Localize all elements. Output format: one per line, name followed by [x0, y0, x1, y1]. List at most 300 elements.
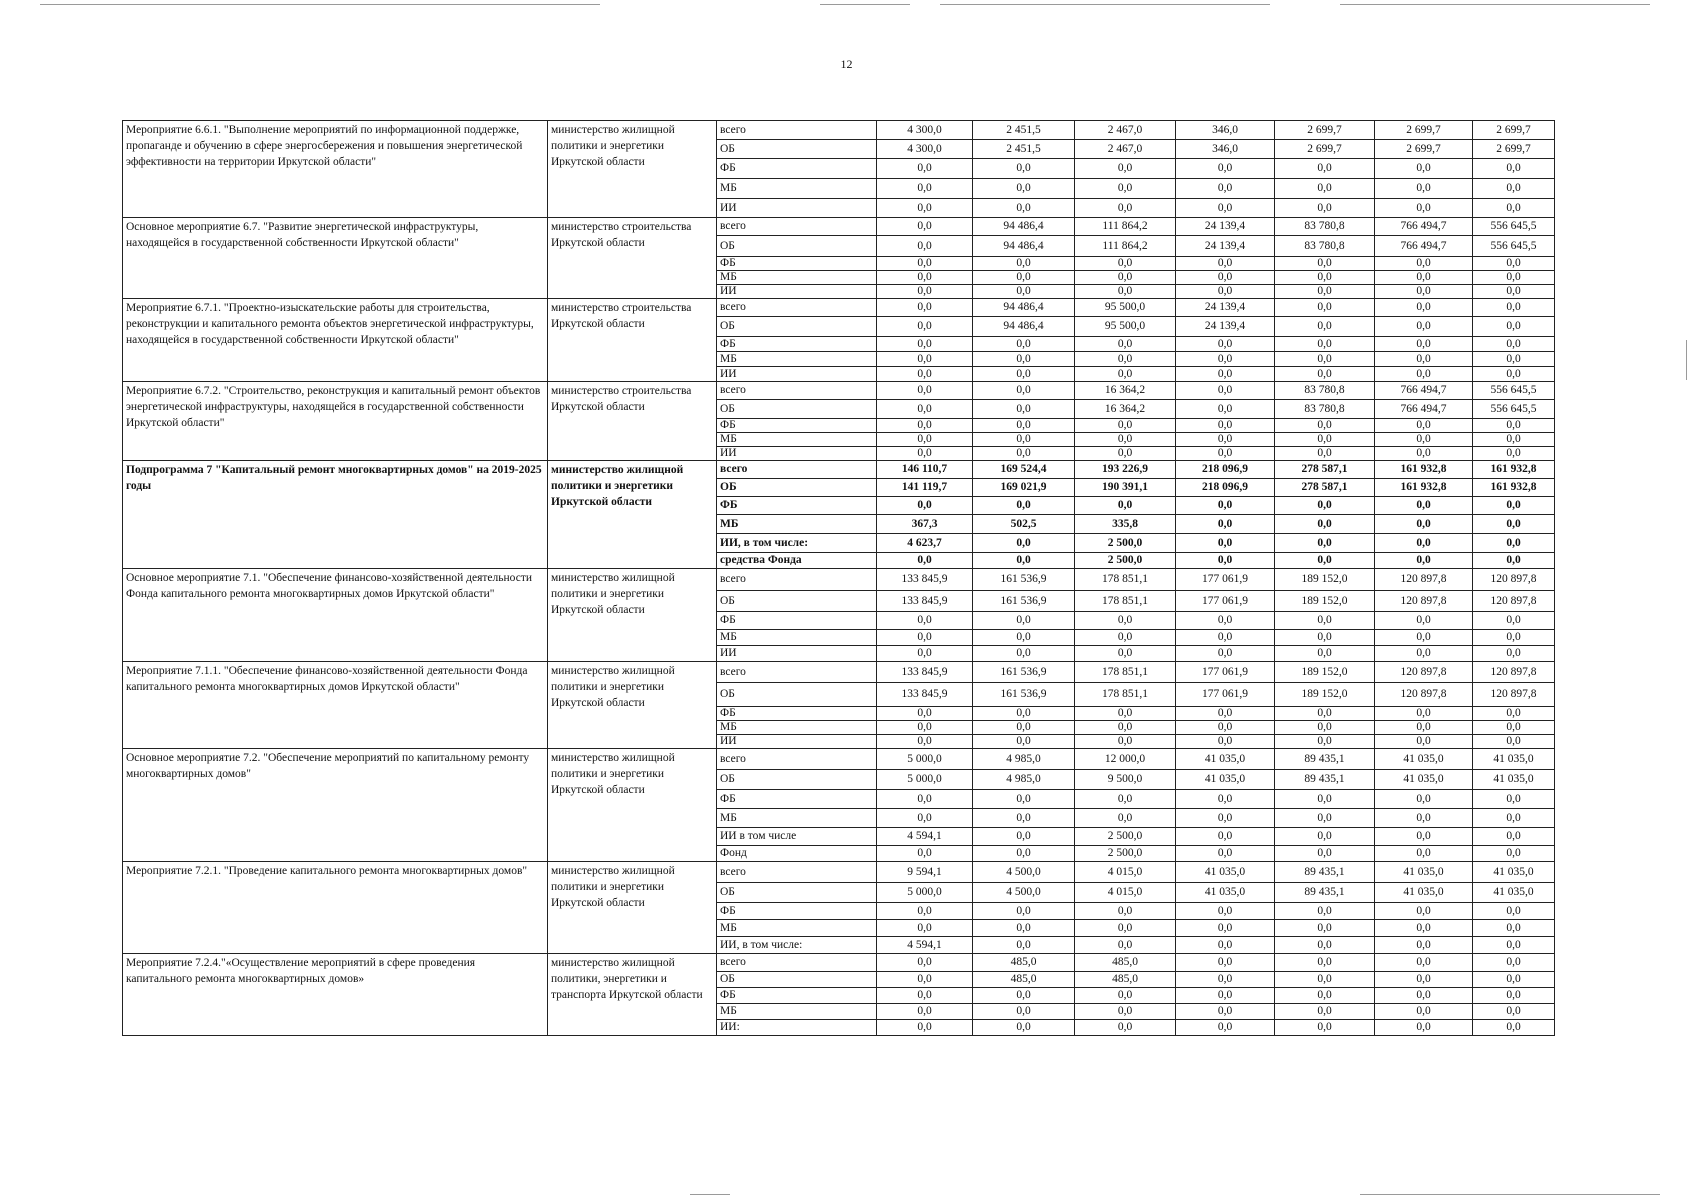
amount-cell: 2 500,0 — [1075, 846, 1176, 862]
responsible-executor: министерство строительства Иркутской области — [548, 299, 717, 382]
amount-cell: 0,0 — [1473, 646, 1555, 662]
amount-cell: 89 435,1 — [1275, 883, 1375, 903]
amount-cell: 9 500,0 — [1075, 770, 1176, 790]
amount-cell: 41 035,0 — [1473, 883, 1555, 903]
amount-cell: 0,0 — [1473, 337, 1555, 352]
amount-cell: 120 897,8 — [1375, 591, 1473, 612]
amount-cell: 0,0 — [1375, 630, 1473, 646]
amount-cell: 95 500,0 — [1075, 317, 1176, 337]
amount-cell: 0,0 — [1375, 903, 1473, 920]
amount-cell: 0,0 — [1176, 707, 1275, 721]
funding-source: МБ — [717, 433, 877, 447]
funding-source: ОБ — [717, 591, 877, 612]
amount-cell: 4 015,0 — [1075, 862, 1176, 883]
amount-cell: 0,0 — [1375, 828, 1473, 846]
amount-cell: 278 587,1 — [1275, 461, 1375, 479]
funding-source: МБ — [717, 515, 877, 534]
amount-cell: 0,0 — [1473, 367, 1555, 382]
amount-cell: 0,0 — [1473, 903, 1555, 920]
amount-cell: 177 061,9 — [1176, 591, 1275, 612]
funding-source: ОБ — [717, 400, 877, 419]
amount-cell: 83 780,8 — [1275, 218, 1375, 236]
amount-cell: 0,0 — [1375, 285, 1473, 299]
amount-cell: 0,0 — [1473, 612, 1555, 630]
amount-cell: 111 864,2 — [1075, 218, 1176, 236]
amount-cell: 0,0 — [973, 257, 1075, 271]
amount-cell: 0,0 — [973, 199, 1075, 218]
scan-line — [1360, 1194, 1660, 1195]
amount-cell: 0,0 — [1473, 285, 1555, 299]
amount-cell: 24 139,4 — [1176, 317, 1275, 337]
amount-cell: 0,0 — [973, 646, 1075, 662]
amount-cell: 0,0 — [1176, 846, 1275, 862]
responsible-executor: министерство жилищной политики и энергетики Иркутской области — [548, 461, 717, 569]
amount-cell: 2 699,7 — [1275, 121, 1375, 140]
amount-cell: 0,0 — [1375, 735, 1473, 749]
amount-cell: 0,0 — [973, 707, 1075, 721]
amount-cell: 0,0 — [1176, 159, 1275, 179]
amount-cell: 0,0 — [1275, 937, 1375, 954]
amount-cell: 0,0 — [877, 400, 973, 419]
amount-cell: 161 932,8 — [1375, 461, 1473, 479]
amount-cell: 0,0 — [1176, 382, 1275, 400]
amount-cell: 0,0 — [1473, 1004, 1555, 1020]
amount-cell: 4 015,0 — [1075, 883, 1176, 903]
amount-cell: 161 536,9 — [973, 569, 1075, 591]
amount-cell: 0,0 — [1075, 179, 1176, 199]
responsible-executor: министерство жилищной политики и энергетики Иркутской области — [548, 121, 717, 218]
funding-source: ИИ — [717, 646, 877, 662]
amount-cell: 0,0 — [1375, 809, 1473, 828]
amount-cell: 2 699,7 — [1473, 140, 1555, 159]
amount-cell: 120 897,8 — [1473, 591, 1555, 612]
amount-cell: 0,0 — [1075, 790, 1176, 809]
amount-cell: 0,0 — [877, 903, 973, 920]
amount-cell: 0,0 — [1375, 299, 1473, 317]
funding-source: ИИ — [717, 447, 877, 461]
amount-cell: 0,0 — [1275, 179, 1375, 199]
amount-cell: 0,0 — [1176, 337, 1275, 352]
amount-cell: 24 139,4 — [1176, 218, 1275, 236]
amount-cell: 0,0 — [877, 735, 973, 749]
amount-cell: 556 645,5 — [1473, 400, 1555, 419]
amount-cell: 0,0 — [1176, 515, 1275, 534]
amount-cell: 0,0 — [1275, 630, 1375, 646]
amount-cell: 218 096,9 — [1176, 461, 1275, 479]
amount-cell: 0,0 — [973, 433, 1075, 447]
amount-cell: 0,0 — [1375, 447, 1473, 461]
amount-cell: 485,0 — [973, 954, 1075, 972]
amount-cell: 0,0 — [1075, 497, 1176, 515]
amount-cell: 335,8 — [1075, 515, 1176, 534]
scan-line — [940, 4, 1270, 5]
amount-cell: 0,0 — [973, 846, 1075, 862]
amount-cell: 0,0 — [973, 400, 1075, 419]
amount-cell: 0,0 — [877, 299, 973, 317]
funding-source: ИИ: — [717, 1020, 877, 1036]
amount-cell: 485,0 — [973, 972, 1075, 988]
funding-source: ФБ — [717, 903, 877, 920]
amount-cell: 189 152,0 — [1275, 591, 1375, 612]
table-row — [123, 569, 1555, 591]
table-row — [123, 299, 1555, 317]
responsible-executor: министерство строительства Иркутской области — [548, 218, 717, 299]
amount-cell: 0,0 — [1375, 707, 1473, 721]
amount-cell: 0,0 — [973, 612, 1075, 630]
amount-cell: 0,0 — [877, 1004, 973, 1020]
amount-cell: 0,0 — [1375, 179, 1473, 199]
amount-cell: 146 110,7 — [877, 461, 973, 479]
amount-cell: 0,0 — [1473, 954, 1555, 972]
amount-cell: 41 035,0 — [1176, 862, 1275, 883]
amount-cell: 4 985,0 — [973, 749, 1075, 770]
amount-cell: 0,0 — [1275, 299, 1375, 317]
amount-cell: 0,0 — [1375, 972, 1473, 988]
amount-cell: 41 035,0 — [1473, 862, 1555, 883]
amount-cell: 83 780,8 — [1275, 236, 1375, 257]
measure-name: Основное мероприятие 7.2. "Обеспечение мероприятий по капитальному ремонту многоквартирных домов" — [123, 749, 548, 862]
amount-cell: 94 486,4 — [973, 236, 1075, 257]
amount-cell: 0,0 — [1176, 612, 1275, 630]
amount-cell: 0,0 — [1375, 433, 1473, 447]
amount-cell: 161 932,8 — [1473, 479, 1555, 497]
amount-cell: 89 435,1 — [1275, 770, 1375, 790]
funding-source: всего — [717, 121, 877, 140]
amount-cell: 0,0 — [1176, 809, 1275, 828]
amount-cell: 0,0 — [877, 367, 973, 382]
table-row — [123, 749, 1555, 770]
amount-cell: 0,0 — [1275, 367, 1375, 382]
amount-cell: 0,0 — [1176, 271, 1275, 285]
amount-cell: 0,0 — [1375, 497, 1473, 515]
amount-cell: 95 500,0 — [1075, 299, 1176, 317]
amount-cell: 0,0 — [1375, 846, 1473, 862]
amount-cell: 0,0 — [877, 721, 973, 735]
amount-cell: 41 035,0 — [1473, 770, 1555, 790]
amount-cell: 0,0 — [973, 721, 1075, 735]
amount-cell: 556 645,5 — [1473, 236, 1555, 257]
amount-cell: 485,0 — [1075, 954, 1176, 972]
amount-cell: 0,0 — [973, 1020, 1075, 1036]
funding-source: средства Фонда — [717, 553, 877, 569]
measure-name: Мероприятие 7.2.4."«Осуществление мероприятий в сфере проведения капитального ремонта многоквартирных домов» — [123, 954, 548, 1036]
amount-cell: 161 932,8 — [1375, 479, 1473, 497]
amount-cell: 0,0 — [973, 1004, 1075, 1020]
responsible-executor: министерство жилищной политики и энергетики Иркутской области — [548, 862, 717, 954]
amount-cell: 0,0 — [973, 735, 1075, 749]
amount-cell: 0,0 — [1473, 257, 1555, 271]
funding-source: ИИ, в том числе: — [717, 937, 877, 954]
amount-cell: 278 587,1 — [1275, 479, 1375, 497]
amount-cell: 0,0 — [1375, 367, 1473, 382]
amount-cell: 0,0 — [877, 646, 973, 662]
funding-source: ФБ — [717, 707, 877, 721]
amount-cell: 0,0 — [1375, 937, 1473, 954]
amount-cell: 0,0 — [1075, 337, 1176, 352]
amount-cell: 0,0 — [1275, 515, 1375, 534]
amount-cell: 0,0 — [877, 790, 973, 809]
amount-cell: 0,0 — [1375, 1020, 1473, 1036]
amount-cell: 0,0 — [973, 159, 1075, 179]
amount-cell: 0,0 — [1473, 937, 1555, 954]
amount-cell: 0,0 — [1075, 612, 1176, 630]
amount-cell: 0,0 — [1375, 988, 1473, 1004]
scan-line — [1340, 4, 1650, 5]
amount-cell: 0,0 — [1075, 352, 1176, 367]
amount-cell: 0,0 — [1473, 271, 1555, 285]
amount-cell: 556 645,5 — [1473, 382, 1555, 400]
amount-cell: 94 486,4 — [973, 299, 1075, 317]
amount-cell: 0,0 — [1275, 646, 1375, 662]
amount-cell: 0,0 — [1375, 612, 1473, 630]
funding-source: ОБ — [717, 770, 877, 790]
amount-cell: 367,3 — [877, 515, 973, 534]
amount-cell: 0,0 — [1275, 285, 1375, 299]
amount-cell: 0,0 — [1275, 920, 1375, 937]
funding-source: ОБ — [717, 683, 877, 707]
amount-cell: 0,0 — [973, 903, 1075, 920]
amount-cell: 556 645,5 — [1473, 218, 1555, 236]
amount-cell: 0,0 — [1075, 419, 1176, 433]
amount-cell: 0,0 — [1176, 179, 1275, 199]
amount-cell: 0,0 — [877, 612, 973, 630]
funding-source: ФБ — [717, 337, 877, 352]
amount-cell: 0,0 — [973, 809, 1075, 828]
amount-cell: 41 035,0 — [1176, 749, 1275, 770]
amount-cell: 0,0 — [1275, 612, 1375, 630]
funding-source: ИИ — [717, 367, 877, 382]
amount-cell: 0,0 — [973, 352, 1075, 367]
amount-cell: 0,0 — [973, 553, 1075, 569]
amount-cell: 9 594,1 — [877, 862, 973, 883]
amount-cell: 0,0 — [1473, 972, 1555, 988]
amount-cell: 0,0 — [1473, 846, 1555, 862]
amount-cell: 0,0 — [1375, 553, 1473, 569]
amount-cell: 0,0 — [1375, 317, 1473, 337]
amount-cell: 0,0 — [1176, 534, 1275, 553]
amount-cell: 0,0 — [1176, 497, 1275, 515]
amount-cell: 41 035,0 — [1375, 749, 1473, 770]
amount-cell: 0,0 — [1275, 1004, 1375, 1020]
funding-source: ОБ — [717, 972, 877, 988]
amount-cell: 178 851,1 — [1075, 683, 1176, 707]
amount-cell: 177 061,9 — [1176, 569, 1275, 591]
amount-cell: 346,0 — [1176, 140, 1275, 159]
amount-cell: 133 845,9 — [877, 683, 973, 707]
funding-source: МБ — [717, 271, 877, 285]
amount-cell: 0,0 — [1375, 790, 1473, 809]
amount-cell: 12 000,0 — [1075, 749, 1176, 770]
measure-name: Основное мероприятие 6.7. "Развитие энергетической инфраструктуры, находящейся в государственной собственности Иркутской области" — [123, 218, 548, 299]
amount-cell: 0,0 — [973, 179, 1075, 199]
amount-cell: 0,0 — [1473, 433, 1555, 447]
funding-source: МБ — [717, 179, 877, 199]
amount-cell: 2 500,0 — [1075, 534, 1176, 553]
amount-cell: 0,0 — [877, 352, 973, 367]
measure-name: Мероприятие 6.7.2. "Строительство, реконструкция и капитальный ремонт объектов энергетической инфраструктуры, находящейся в государственной собственности Иркутской области" — [123, 382, 548, 461]
amount-cell: 0,0 — [973, 828, 1075, 846]
amount-cell: 0,0 — [1075, 903, 1176, 920]
amount-cell: 766 494,7 — [1375, 218, 1473, 236]
table-row — [123, 662, 1555, 683]
amount-cell: 0,0 — [1176, 790, 1275, 809]
amount-cell: 0,0 — [1176, 199, 1275, 218]
amount-cell: 2 500,0 — [1075, 553, 1176, 569]
scan-line — [40, 4, 600, 5]
amount-cell: 0,0 — [973, 790, 1075, 809]
amount-cell: 0,0 — [1075, 1020, 1176, 1036]
amount-cell: 2 467,0 — [1075, 121, 1176, 140]
funding-source: всего — [717, 299, 877, 317]
amount-cell: 0,0 — [1473, 920, 1555, 937]
amount-cell: 0,0 — [1473, 790, 1555, 809]
amount-cell: 178 851,1 — [1075, 662, 1176, 683]
amount-cell: 0,0 — [877, 179, 973, 199]
amount-cell: 0,0 — [877, 199, 973, 218]
amount-cell: 0,0 — [1275, 317, 1375, 337]
amount-cell: 4 623,7 — [877, 534, 973, 553]
amount-cell: 0,0 — [1275, 790, 1375, 809]
amount-cell: 0,0 — [1275, 1020, 1375, 1036]
amount-cell: 0,0 — [1176, 367, 1275, 382]
amount-cell: 0,0 — [1275, 707, 1375, 721]
amount-cell: 0,0 — [1375, 352, 1473, 367]
funding-source: ИИ — [717, 285, 877, 299]
amount-cell: 133 845,9 — [877, 591, 973, 612]
amount-cell: 41 035,0 — [1473, 749, 1555, 770]
table-row — [123, 954, 1555, 972]
amount-cell: 0,0 — [1275, 809, 1375, 828]
amount-cell: 0,0 — [1375, 199, 1473, 218]
amount-cell: 0,0 — [1375, 721, 1473, 735]
amount-cell: 0,0 — [1176, 553, 1275, 569]
amount-cell: 0,0 — [1075, 809, 1176, 828]
amount-cell: 0,0 — [1176, 920, 1275, 937]
amount-cell: 0,0 — [1375, 257, 1473, 271]
amount-cell: 169 524,4 — [973, 461, 1075, 479]
amount-cell: 0,0 — [1075, 735, 1176, 749]
amount-cell: 24 139,4 — [1176, 299, 1275, 317]
amount-cell: 169 021,9 — [973, 479, 1075, 497]
amount-cell: 0,0 — [877, 954, 973, 972]
amount-cell: 0,0 — [877, 988, 973, 1004]
amount-cell: 0,0 — [1075, 721, 1176, 735]
amount-cell: 0,0 — [1075, 271, 1176, 285]
amount-cell: 0,0 — [1275, 828, 1375, 846]
amount-cell: 0,0 — [1375, 646, 1473, 662]
funding-source: ФБ — [717, 419, 877, 433]
funding-source: ОБ — [717, 236, 877, 257]
amount-cell: 0,0 — [1275, 553, 1375, 569]
amount-cell: 41 035,0 — [1176, 883, 1275, 903]
amount-cell: 0,0 — [973, 285, 1075, 299]
amount-cell: 0,0 — [1176, 735, 1275, 749]
amount-cell: 0,0 — [877, 809, 973, 828]
amount-cell: 0,0 — [877, 920, 973, 937]
amount-cell: 0,0 — [877, 159, 973, 179]
funding-source: всего — [717, 954, 877, 972]
amount-cell: 89 435,1 — [1275, 749, 1375, 770]
amount-cell: 0,0 — [1176, 828, 1275, 846]
amount-cell: 0,0 — [1075, 159, 1176, 179]
amount-cell: 0,0 — [877, 707, 973, 721]
amount-cell: 161 536,9 — [973, 683, 1075, 707]
amount-cell: 0,0 — [1275, 721, 1375, 735]
amount-cell: 0,0 — [973, 988, 1075, 1004]
amount-cell: 0,0 — [1375, 534, 1473, 553]
amount-cell: 0,0 — [973, 920, 1075, 937]
amount-cell: 0,0 — [1473, 159, 1555, 179]
amount-cell: 0,0 — [1275, 846, 1375, 862]
funding-source: МБ — [717, 809, 877, 828]
amount-cell: 0,0 — [1176, 257, 1275, 271]
amount-cell: 0,0 — [1275, 954, 1375, 972]
amount-cell: 0,0 — [1075, 630, 1176, 646]
amount-cell: 141 119,7 — [877, 479, 973, 497]
amount-cell: 189 152,0 — [1275, 569, 1375, 591]
funding-source: ФБ — [717, 497, 877, 515]
amount-cell: 0,0 — [973, 630, 1075, 646]
amount-cell: 120 897,8 — [1375, 569, 1473, 591]
amount-cell: 0,0 — [1375, 515, 1473, 534]
amount-cell: 0,0 — [877, 218, 973, 236]
responsible-executor: министерство жилищной политики и энергетики Иркутской области — [548, 569, 717, 662]
table-row — [123, 461, 1555, 479]
amount-cell: 5 000,0 — [877, 883, 973, 903]
funding-source: всего — [717, 749, 877, 770]
amount-cell: 0,0 — [1473, 828, 1555, 846]
amount-cell: 0,0 — [973, 534, 1075, 553]
amount-cell: 0,0 — [1176, 400, 1275, 419]
amount-cell: 2 699,7 — [1375, 140, 1473, 159]
amount-cell: 177 061,9 — [1176, 662, 1275, 683]
budget-table — [122, 120, 1555, 1036]
amount-cell: 0,0 — [973, 447, 1075, 461]
amount-cell: 0,0 — [1473, 515, 1555, 534]
amount-cell: 0,0 — [1473, 447, 1555, 461]
amount-cell: 0,0 — [1473, 299, 1555, 317]
amount-cell: 0,0 — [1473, 179, 1555, 199]
funding-source: Фонд — [717, 846, 877, 862]
amount-cell: 2 451,5 — [973, 140, 1075, 159]
funding-source: всего — [717, 862, 877, 883]
amount-cell: 4 985,0 — [973, 770, 1075, 790]
amount-cell: 161 536,9 — [973, 591, 1075, 612]
amount-cell: 0,0 — [1473, 809, 1555, 828]
amount-cell: 2 467,0 — [1075, 140, 1176, 159]
amount-cell: 41 035,0 — [1375, 883, 1473, 903]
amount-cell: 0,0 — [877, 382, 973, 400]
amount-cell: 0,0 — [1176, 972, 1275, 988]
amount-cell: 189 152,0 — [1275, 683, 1375, 707]
funding-source: ФБ — [717, 612, 877, 630]
amount-cell: 0,0 — [1275, 419, 1375, 433]
amount-cell: 5 000,0 — [877, 770, 973, 790]
funding-source: всего — [717, 662, 877, 683]
amount-cell: 0,0 — [973, 337, 1075, 352]
amount-cell: 0,0 — [1176, 447, 1275, 461]
amount-cell: 0,0 — [1275, 199, 1375, 218]
amount-cell: 0,0 — [1275, 735, 1375, 749]
amount-cell: 0,0 — [973, 367, 1075, 382]
amount-cell: 190 391,1 — [1075, 479, 1176, 497]
amount-cell: 0,0 — [973, 419, 1075, 433]
amount-cell: 83 780,8 — [1275, 400, 1375, 419]
funding-source: МБ — [717, 920, 877, 937]
amount-cell: 193 226,9 — [1075, 461, 1176, 479]
amount-cell: 0,0 — [1176, 433, 1275, 447]
amount-cell: 2 699,7 — [1375, 121, 1473, 140]
